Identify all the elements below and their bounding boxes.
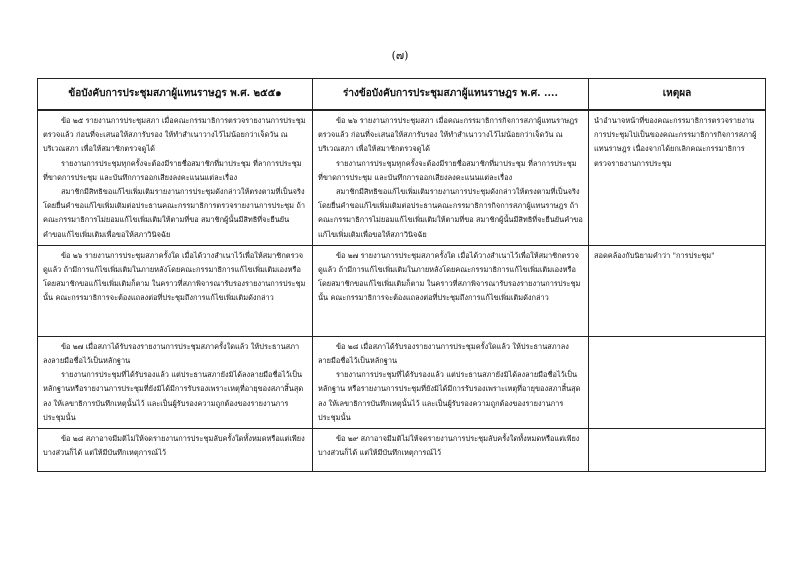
page-number: (๗) [391,49,409,62]
header-draft-regulation: ร่างข้อบังคับการประชุมสภาผู้แทนราษฎร พ.ศ. .... [313,79,589,111]
table-row [38,110,766,245]
reason-cell [589,429,766,472]
current-regulation-cell [38,429,313,472]
current-regulation-cell [38,336,313,428]
clause-paragraph: ข้อ ๒๗ เมื่อสภาได้รับรองรายงานการประชุมสภาครั้งใดแล้ว ให้ประธานสภาลงลายมือชื่อไว้เป็นหลักฐาน [43,341,300,366]
reason-text: สอดคล้องกับนิยามคำว่า "การประชุม" [594,250,715,260]
clause-paragraph: รายงานการประชุมทุกครั้งจะต้องมีรายชื่อสมาชิกที่มาประชุม ที่ลาการประชุม ที่ขาดการประชุม และบันทึกการออกเสียงลงคะแนนแต่ละเรื่อง [43,158,302,182]
clause-paragraph: ข้อ ๒๖ รายงานการประชุมสภาครั้งใด เมื่อได้วางสำเนาไว้เพื่อให้สมาชิกตรวจดูแล้ว ถ้ามีการแก้ไขเพิ่มเติมในภายหลังโดยคณะกรรมาธิการแก้ไขเพิ่มเติมเองหรือโดยสมาชิกขอแก้ไขเพิ่มเติมก็ตาม ในคราวที่สภาพิจารณารับรองรายงานการประชุมนั้น คณะกรรมาธิการจะต้องแถลงต่อที่ประชุมถึงการแก้ไขเพิ่มเติมดังกล่าว [43,250,306,303]
table-row [38,245,766,336]
reason-cell [589,245,766,336]
clause-paragraph: ข้อ ๒๕ รายงานการประชุมสภา เมื่อคณะกรรมาธิการตรวจรายงานการประชุมตรวจแล้ว ก่อนที่จะเสนอให้สภารับรอง ให้ทำสำเนาวางไว้ไม่น้อยกว่าเจ็ดวัน ณ บริเวณสภา เพื่อให้สมาชิกตรวจดูได้ [43,116,306,154]
clause-paragraph: ข้อ ๒๗ รายงานการประชุมสภาครั้งใด เมื่อได้วางสำเนาไว้เพื่อให้สมาชิกตรวจดูแล้ว ถ้ามีการแก้ไขเพิ่มเติมในภายหลังโดยคณะกรรมาธิการแก้ไขเพิ่มเติมเองหรือโดยสมาชิกขอแก้ไขเพิ่มเติมก็ตาม ในคราวที่สภาพิจารณารับรองรายงานการประชุมนั้น คณะกรรมาธิการจะต้องแถลงต่อที่ประชุมถึงการแก้ไขเพิ่มเติมดังกล่าว [318,250,581,303]
current-regulation-cell [38,245,313,336]
header-current-regulation: ข้อบังคับการประชุมสภาผู้แทนราษฎร พ.ศ. ๒๕๕๑ [38,79,313,111]
reason-text: นำอำนาจหน้าที่ของคณะกรรมาธิการตรวจรายงานการประชุมไปเป็นของคณะกรรมาธิการกิจการสภาผู้แทนราษฎร เนื่องจากได้ยกเลิกคณะกรรมาธิการตรวจรายงานการประชุม [594,116,757,168]
draft-regulation-cell [313,429,589,472]
clause-paragraph: สมาชิกมีสิทธิขอแก้ไขเพิ่มเติมรายงานการประชุมดังกล่าวให้ตรงตามที่เป็นจริงโดยยื่นคำขอแก้ไขเพิ่มเติมต่อประธานคณะกรรมาธิการกิจการสภาผู้แทนราษฎร ถ้าคณะกรรมาธิการไม่ยอมแก้ไขเพิ่มเติมให้ตามที่ขอ สมาชิกผู้นั้นมีสิทธิที่จะยืนยันคำขอแก้ไขเพิ่มเติมเพื่อขอให้สภาวินิจฉัย [318,187,583,239]
clause-paragraph: สมาชิกมีสิทธิขอแก้ไขเพิ่มเติมรายงานการประชุมดังกล่าวให้ตรงตามที่เป็นจริง โดยยื่นคำขอแก้ไขเพิ่มเติมต่อประธานคณะกรรมาธิการตรวจรายงานการประชุม ถ้าคณะกรรมาธิการไม่ยอมแก้ไขเพิ่มเติมให้ตามที่ขอ สมาชิกผู้นั้นมีสิทธิที่จะยืนยันคำขอแก้ไขเพิ่มเติมเพื่อขอให้สภาวินิจฉัย [43,187,306,239]
header-reason: เหตุผล [589,79,766,111]
clause-paragraph: ข้อ ๒๖ รายงานการประชุมสภา เมื่อคณะกรรมาธิการกิจการสภาผู้แทนราษฎรตรวจแล้ว ก่อนที่จะเสนอให้สภารับรอง ให้ทำสำเนาวางไว้ไม่น้อยกว่าเจ็ดวัน ณ บริเวณสภา เพื่อให้สมาชิกตรวจดูได้ [318,116,579,154]
draft-regulation-cell [313,336,589,428]
table-row [38,429,766,472]
clause-paragraph: รายงานการประชุมทุกครั้งจะต้องมีรายชื่อสมาชิกที่มาประชุม ที่ลาการประชุม ที่ขาดการประชุม และบันทึกการออกเสียงลงคะแนนแต่ละเรื่อง [318,158,577,182]
table-header-row [38,79,766,111]
current-regulation-cell [38,110,313,245]
draft-regulation-cell [313,245,589,336]
clause-paragraph: ข้อ ๒๙ สภาอาจมีมติไม่ให้จดรายงานการประชุมลับครั้งใดทั้งหมดหรือแต่เพียงบางส่วนก็ได้ แต่ให้มีบันทึกเหตุการณ์ไว้ [318,434,580,458]
clause-paragraph: รายงานการประชุมที่ได้รับรองแล้ว แต่ประธานสภายังมิได้ลงลายมือชื่อไว้เป็นหลักฐาน หรือรายงานการประชุมที่ยังมิได้มีการรับรองเพราะเหตุที่อายุของสภาสิ้นสุดลง ให้เลขาธิการบันทึกเหตุนั้นไว้ และเป็นผู้รับรองความถูกต้องของรายงานการประชุมนั้น [318,370,581,422]
clause-paragraph: ข้อ ๒๘ สภาอาจมีมติไม่ให้จดรายงานการประชุมลับครั้งใดทั้งหมดหรือแต่เพียงบางส่วนก็ได้ แต่ให้มีบันทึกเหตุการณ์ไว้ [43,434,305,458]
clause-paragraph: ข้อ ๒๘ เมื่อสภาได้รับรองรายงานการประชุมครั้งใดแล้ว ให้ประธานสภาลงลายมือชื่อไว้เป็นหลักฐาน [318,341,569,366]
table-row [38,336,766,428]
reason-cell [589,110,766,245]
clause-paragraph: รายงานการประชุมที่ได้รับรองแล้ว แต่ประธานสภายังมิได้ลงลายมือชื่อไว้เป็นหลักฐานหรือรายงานการประชุมที่ยังมิได้มีการรับรองเพราะเหตุที่อายุของสภาสิ้นสุดลง ให้เลขาธิการบันทึกเหตุนั้นไว้ และเป็นผู้รับรองความถูกต้องของรายงานการประชุมนั้น [43,370,304,422]
comparison-table [37,78,766,472]
draft-regulation-cell [313,110,589,245]
reason-cell [589,336,766,428]
